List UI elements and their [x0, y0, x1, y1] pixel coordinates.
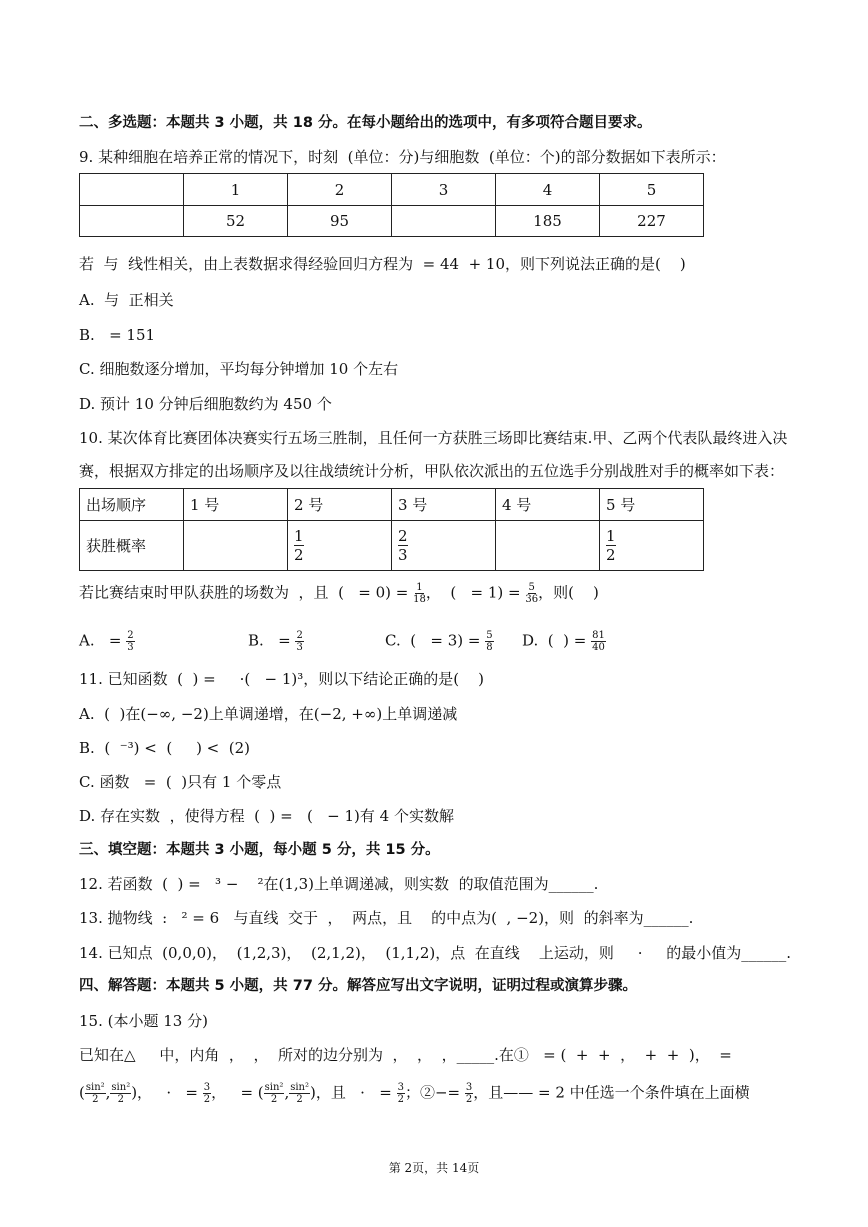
q9-cell: 95: [288, 206, 392, 237]
text: A. =: [79, 631, 127, 650]
text: ， ( = 1) =: [425, 583, 526, 602]
text: D. ( ) =: [522, 631, 592, 650]
denominator: 36: [525, 594, 539, 605]
q9-table-header-row: [80, 174, 704, 206]
q10-cell: [392, 521, 496, 571]
q11-option-d: D. 存在实数 ，使得方程 ( ) = ( − 1)有 4 个实数解: [79, 807, 454, 825]
q9-table-data-row: [80, 206, 704, 237]
fraction: [85, 1082, 106, 1105]
denominator: 3: [398, 546, 408, 564]
q9-option-c: C. 细胞数逐分增加，平均每分钟增加 10 个左右: [79, 360, 399, 378]
q10-cell: [496, 521, 600, 571]
q15-heading: 15. (本小题 13 分): [79, 1012, 208, 1030]
q9-cell: [80, 206, 184, 237]
q9-cell: 4: [496, 174, 600, 206]
denominator: 2: [117, 1094, 124, 1105]
text: C. ( = 3) =: [385, 631, 486, 650]
denominator: 3: [127, 642, 134, 653]
text: ，则( ): [538, 583, 599, 602]
q15-line-2: [79, 1082, 750, 1105]
q10-condition: [79, 582, 599, 605]
denominator: 8: [486, 642, 493, 653]
q9-option-a: A. 与 正相关: [79, 291, 174, 309]
text: ；②−=: [404, 1083, 465, 1102]
fraction: [591, 630, 606, 653]
q10-cell: 2 号: [288, 489, 392, 521]
denominator: 18: [413, 594, 426, 605]
q9-option-b: B. = 151: [79, 326, 156, 344]
denominator: 2: [203, 1094, 211, 1105]
q9-stem: 9. 某种细胞在培养正常的情况下，时刻 (单位：分)与细胞数 (单位：个)的部分数据如下表所示：: [79, 148, 726, 166]
q10-cell: 1 号: [184, 489, 288, 521]
q10-option-d: [522, 630, 606, 653]
q10-table: [79, 488, 704, 571]
q9-table: [79, 173, 704, 237]
q10-cell: [600, 521, 704, 571]
q10-cell: 5 号: [600, 489, 704, 521]
q10-cell: [184, 521, 288, 571]
q10-option-b: [248, 630, 304, 653]
fraction: [289, 1082, 310, 1105]
fraction: [465, 1082, 473, 1105]
fraction: [398, 527, 408, 564]
numerator: 1: [606, 527, 616, 545]
denominator: 2: [606, 546, 616, 564]
fraction: [203, 1082, 211, 1105]
denominator: 2: [296, 1094, 303, 1105]
q9-cell: 2: [288, 174, 392, 206]
fraction: [295, 630, 303, 653]
q9-cell: 3: [392, 174, 496, 206]
section-4-title: 四、解答题：本题共 5 小题，共 77 分。解答应写出文字说明，证明过程或演算步骤。: [79, 978, 637, 994]
numerator: sin²: [290, 1082, 309, 1093]
text: )，且 · =: [310, 1083, 397, 1102]
q11-option-b: B. ( ⁻³) < ( ) < (2): [79, 739, 251, 757]
q11-stem: 11. 已知函数 ( ) = ·( − 1)³，则以下结论正确的是( ): [79, 670, 485, 688]
section-3-title: 三、填空题：本题共 3 小题，每小题 5 分，共 15 分。: [79, 842, 440, 858]
denominator: 2: [270, 1094, 278, 1105]
q15-line-1: 已知在△ 中，内角 ， ， 所对的边分别为 ， ， ，_____.在① = ( + + ， + + )， =: [79, 1046, 732, 1064]
q9-cell: [80, 174, 184, 206]
q13: 13. 抛物线 : ² = 6 与直线 交于 ， 两点，且 的中点为( , −2)，则 的斜率为______.: [79, 909, 694, 927]
fraction: [525, 582, 538, 605]
q12: 12. 若函数 ( ) = ³ − ²在(1,3)上单调递减，则实数 的取值范围为______.: [79, 875, 599, 893]
q11-option-c: C. 函数 = ( )只有 1 个零点: [79, 773, 282, 791]
denominator: 2: [294, 546, 304, 564]
text: ,: [105, 1083, 111, 1102]
fraction: [126, 630, 134, 653]
numerator: 2: [127, 630, 134, 641]
numerator: 3: [465, 1082, 473, 1093]
q9-cell: 5: [600, 174, 704, 206]
fraction: [294, 527, 304, 564]
q10-stem-line-1: 10. 某次体育比赛团体决赛实行五场三胜制，且任何一方获胜三场即比赛结束.甲、乙两个代表队最终进入决: [79, 429, 788, 447]
text: )， · =: [131, 1083, 203, 1102]
numerator: 5: [528, 582, 535, 593]
numerator: 3: [203, 1082, 211, 1093]
fraction: [413, 582, 426, 605]
denominator: 2: [92, 1094, 99, 1105]
fraction: [397, 1082, 405, 1105]
numerator: sin²: [85, 1082, 105, 1093]
fraction: [606, 527, 616, 564]
q10-cell: 出场顺序: [80, 489, 184, 521]
q9-option-d: D. 预计 10 分钟后细胞数约为 450 个: [79, 395, 332, 413]
denominator: 40: [592, 642, 605, 653]
q14: 14. 已知点 (0,0,0)， (1,2,3)， (2,1,2)， (1,1,2)，点 在直线 上运动，则 · 的最小值为______.: [79, 944, 792, 962]
q9-condition: 若 与 线性相关，由上表数据求得经验回归方程为 = 44 + 10，则下列说法正确的是( ): [79, 255, 686, 273]
text: ，且—— = 2 中任选一个条件填在上面横: [473, 1083, 750, 1102]
fraction: [264, 1082, 285, 1105]
q9-cell: 52: [184, 206, 288, 237]
text: B. =: [248, 631, 296, 650]
numerator: 1: [294, 527, 304, 545]
q9-cell: 1: [184, 174, 288, 206]
q9-cell: [392, 206, 496, 237]
q10-cell: 4 号: [496, 489, 600, 521]
numerator: 2: [398, 527, 408, 545]
numerator: sin²: [111, 1082, 131, 1093]
q10-option-a: [79, 630, 135, 653]
denominator: 2: [465, 1094, 473, 1105]
q10-table-prob-row: [80, 521, 704, 571]
q10-stem-line-2: 赛，根据双方排定的出场顺序及以往战绩统计分析，甲队依次派出的五位选手分别战胜对手的概率如下表：: [79, 462, 785, 480]
q10-cell: [288, 521, 392, 571]
q10-table-header-row: [80, 489, 704, 521]
numerator: 2: [296, 630, 303, 641]
numerator: 5: [486, 630, 493, 641]
q10-option-c: [385, 630, 494, 653]
denominator: 2: [397, 1094, 404, 1105]
q10-cell: 3 号: [392, 489, 496, 521]
fraction: [110, 1082, 131, 1105]
denominator: 3: [296, 642, 303, 653]
q10-cell: 获胜概率: [80, 521, 184, 571]
section-2-title: 二、多选题：本题共 3 小题，共 18 分。在每小题给出的选项中，有多项符合题目要求。: [79, 115, 652, 131]
text: ， = (: [211, 1083, 264, 1102]
text: 若比赛结束时甲队获胜的场数为 ，且 ( = 0) =: [79, 583, 414, 602]
text: ,: [284, 1083, 290, 1102]
page-footer: 第 2页，共 14页: [388, 1161, 480, 1175]
fraction: [485, 630, 493, 653]
numerator: 3: [397, 1082, 404, 1093]
numerator: 1: [416, 582, 423, 593]
q9-cell: 185: [496, 206, 600, 237]
numerator: sin²: [264, 1082, 284, 1093]
text: (: [79, 1083, 85, 1102]
q9-cell: 227: [600, 206, 704, 237]
numerator: 81: [592, 630, 605, 641]
q11-option-a: A. ( )在(−∞, −2)上单调递增，在(−2, +∞)上单调递减: [79, 705, 458, 723]
